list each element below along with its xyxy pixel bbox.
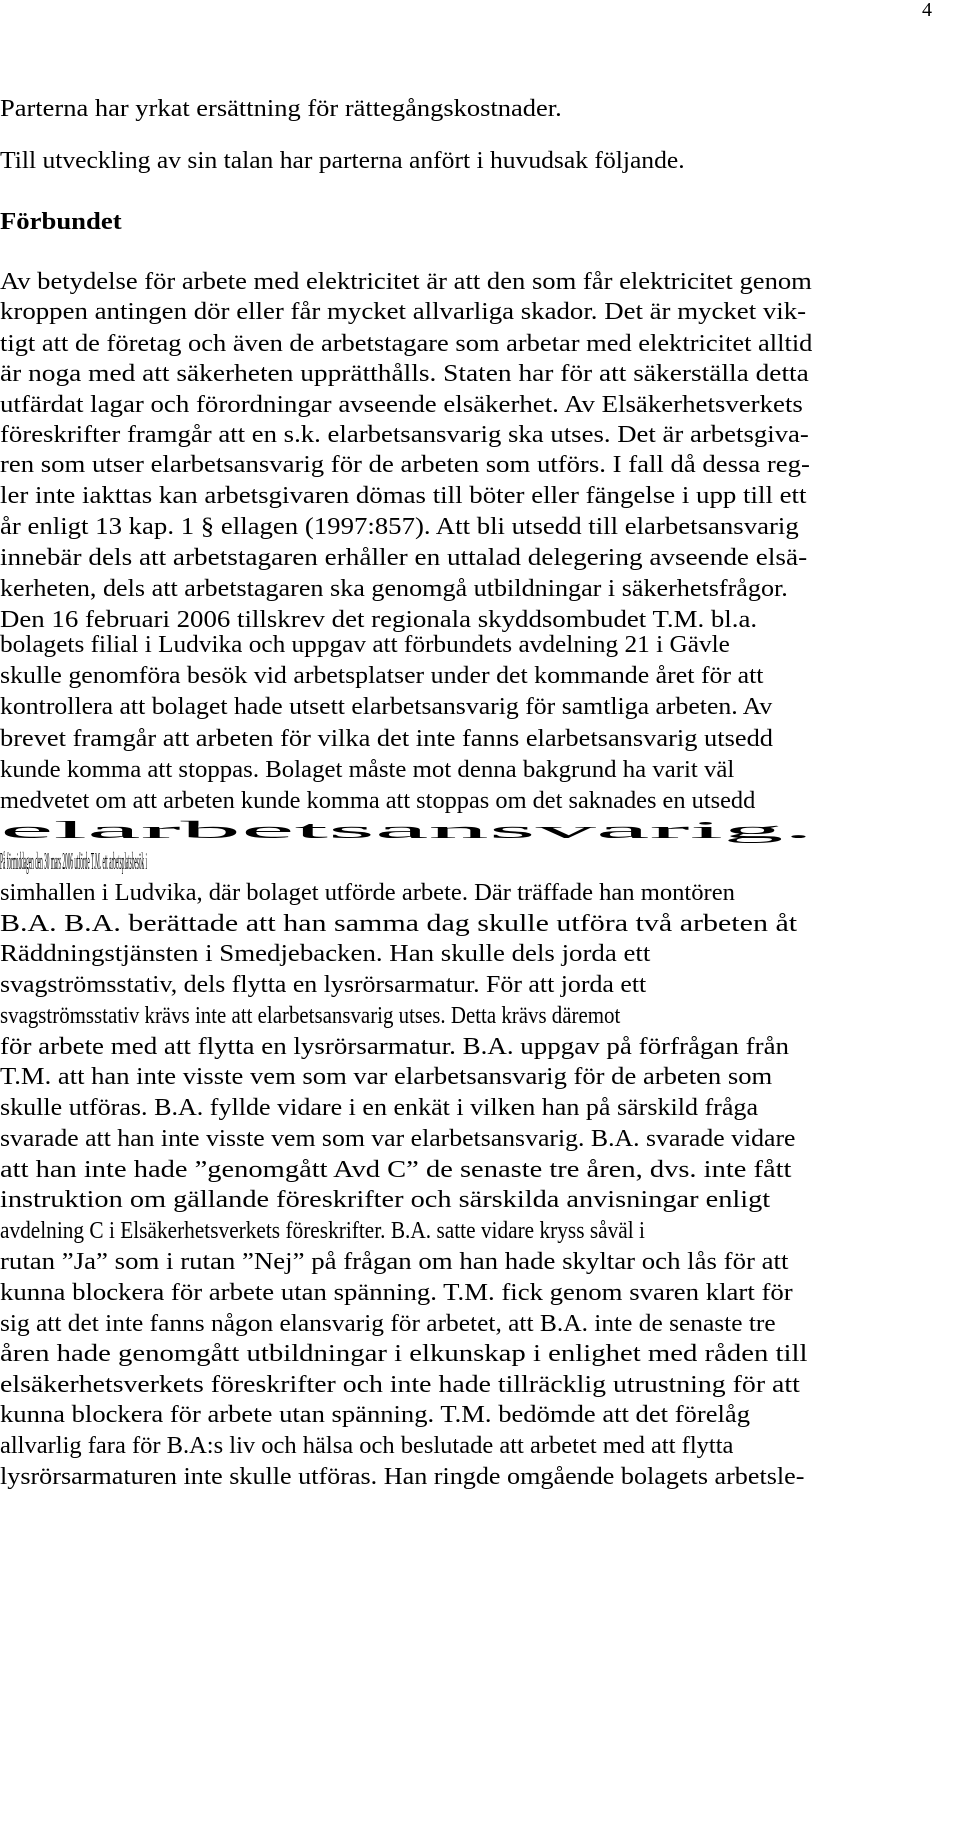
text-line: kerheten, dels att arbetstagaren ska genomgå utbildningar i säkerhetsfrågor. xyxy=(0,575,788,602)
text-line: instruktion om gällande föreskrifter och särskilda anvisningar enligt xyxy=(0,1186,771,1213)
text-line: brevet framgår att arbeten för vilka det inte fanns elarbetsansvarig utsedd xyxy=(0,725,774,752)
text-line: bolagets filial i Ludvika och uppgav att förbundets avdelning 21 i Gävle xyxy=(0,631,730,658)
text-line: På förmiddagen den 30 mars 2006 utförde T.M. ett arbetsplatsbesök i xyxy=(0,848,148,875)
text-line: kroppen antingen dör eller får mycket allvarliga skador. Det är mycket vik- xyxy=(0,298,807,325)
text-line: Den 16 februari 2006 tillskrev det regionala skyddsombudet T.M. bl.a. xyxy=(0,606,758,633)
text-line: lysrörsarmaturen inte skulle utföras. Han ringde omgående bolagets arbetsle- xyxy=(0,1463,805,1490)
text-line: utfärdat lagar och förordningar avseende elsäkerhet. Av Elsäkerhetsverkets xyxy=(0,391,803,418)
text-line: rutan ”Ja” som i rutan ”Nej” på frågan om han hade skyltar och lås för att xyxy=(0,1248,789,1275)
text-line: skulle genomföra besök vid arbetsplatser under det kommande året för att xyxy=(0,662,764,689)
text-line: skulle utföras. B.A. fyllde vidare i en enkät i vilken han på särskild fråga xyxy=(0,1094,759,1121)
text-line: avdelning C i Elsäkerhetsverkets föreskrifter. B.A. satte vidare kryss såväl i xyxy=(0,1217,645,1244)
text-line: allvarlig fara för B.A:s liv och hälsa och beslutade att arbetet med att flytta xyxy=(0,1432,734,1459)
text-line: T.M. att han inte visste vem som var elarbetsansvarig för de arbeten som xyxy=(0,1063,773,1090)
text-line: svarade att han inte visste vem som var elarbetsansvarig. B.A. svarade vidare xyxy=(0,1125,796,1152)
text-line: elarbetsansvarig. xyxy=(0,817,814,844)
text-line: ler inte iakttas kan arbetsgivaren dömas till böter eller fängelse i upp till ett xyxy=(0,482,807,509)
text-line: ren som utser elarbetsansvarig för de arbeten som utförs. I fall då dessa reg- xyxy=(0,451,810,478)
text-line: Till utveckling av sin talan har parterna anfört i huvudsak följande. xyxy=(0,147,685,174)
text-line: B.A. B.A. berättade att han samma dag skulle utföra två arbeten åt xyxy=(0,910,798,937)
text-line: sig att det inte fanns någon elansvarig för arbetet, att B.A. inte de senaste tre xyxy=(0,1310,776,1337)
text-line: år enligt 13 kap. 1 § ellagen (1997:857). Att bli utsedd till elarbetsansvarig xyxy=(0,513,799,540)
text-line: är noga med att säkerheten upprätthålls. Staten har för att säkerställa detta xyxy=(0,360,809,387)
text-line: tigt att de företag och även de arbetstagare som arbetar med elektricitet alltid xyxy=(0,330,813,357)
text-line: kunna blockera för arbete utan spänning. T.M. fick genom svaren klart för xyxy=(0,1279,793,1306)
text-line: svagströmsstativ krävs inte att elarbetsansvarig utses. Detta krävs däremot xyxy=(0,1002,621,1029)
text-line: Räddningstjänsten i Smedjebacken. Han skulle dels jorda ett xyxy=(0,940,651,967)
text-line: åren hade genomgått utbildningar i elkunskap i enlighet med råden till xyxy=(0,1340,808,1367)
text-line: kunde komma att stoppas. Bolaget måste mot denna bakgrund ha varit väl xyxy=(0,756,735,783)
page-number: 4 xyxy=(922,0,932,21)
text-line: innebär dels att arbetstagaren erhåller en uttalad delegering avseende elsä- xyxy=(0,544,808,571)
text-line: för arbete med att flytta en lysrörsarmatur. B.A. uppgav på förfrågan från xyxy=(0,1033,790,1060)
text-line: Av betydelse för arbete med elektricitet är att den som får elektricitet genom xyxy=(0,268,812,295)
text-line: kontrollera att bolaget hade utsett elarbetsansvarig för samtliga arbeten. Av xyxy=(0,693,773,720)
text-line: att han inte hade ”genomgått Avd C” de senaste tre åren, dvs. inte fått xyxy=(0,1156,792,1183)
text-line: elsäkerhetsverkets föreskrifter och inte hade tillräcklig utrustning för att xyxy=(0,1371,800,1398)
text-line: Parterna har yrkat ersättning för rättegångskostnader. xyxy=(0,95,562,122)
text-line: medvetet om att arbeten kunde komma att stoppas om det saknades en utsedd xyxy=(0,787,756,814)
text-line: föreskrifter framgår att en s.k. elarbetsansvarig ska utses. Det är arbetsgiva- xyxy=(0,421,809,448)
text-line: kunna blockera för arbete utan spänning. T.M. bedömde att det förelåg xyxy=(0,1401,750,1428)
text-line: simhallen i Ludvika, där bolaget utförde arbete. Där träffade han montören xyxy=(0,879,735,906)
text-line: svagströmsstativ, dels flytta en lysrörsarmatur. För att jorda ett xyxy=(0,971,647,998)
section-heading: Förbundet xyxy=(0,208,122,235)
